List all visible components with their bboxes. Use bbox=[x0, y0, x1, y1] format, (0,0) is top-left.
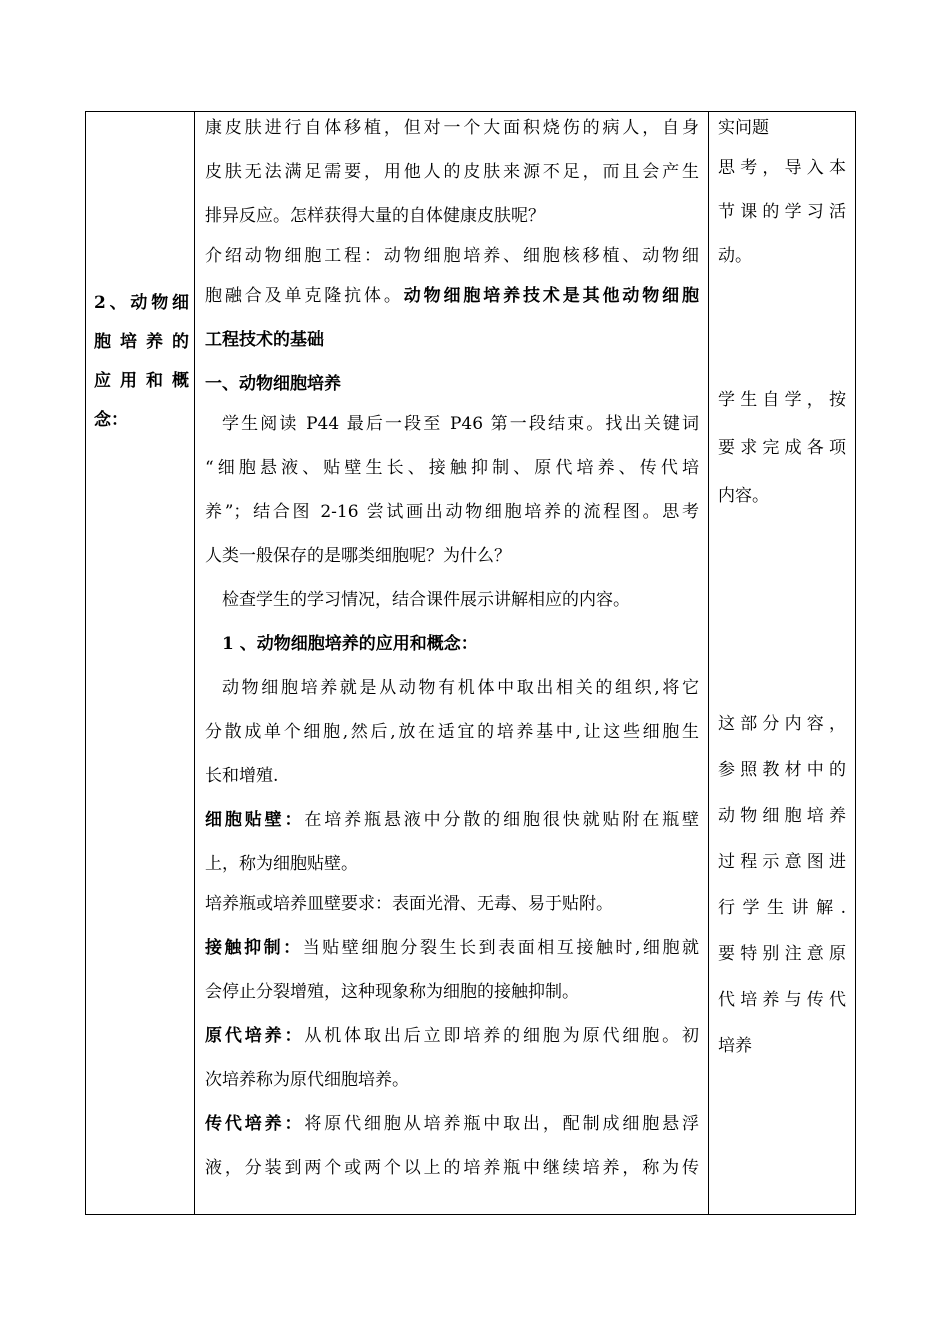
content-line: 培养瓶或培养皿壁要求：表面光滑、无毒、易于贴附。 bbox=[205, 894, 613, 914]
activity-line: 行学生讲解. bbox=[718, 898, 846, 918]
student-activity bbox=[718, 114, 846, 1076]
activity-line: 思考，导入本 bbox=[718, 158, 846, 178]
activity-line: 参照教材中的 bbox=[718, 760, 846, 780]
content-line: 皮肤无法满足需要，用他人的皮肤来源不足，而且会产生 bbox=[205, 162, 699, 182]
content-line: 养”；结合图 2-16 尝试画出动物细胞培养的流程图。思考 bbox=[205, 502, 699, 522]
content-line: “细胞悬液、贴壁生长、接触抑制、原代培养、传代培 bbox=[205, 458, 699, 478]
activity-line: 要求完成各项 bbox=[718, 438, 846, 458]
term-label: 细胞贴壁： bbox=[205, 810, 305, 830]
column-divider bbox=[194, 112, 195, 1214]
activity-line: 节课的学习活 bbox=[718, 202, 846, 222]
content-text: 胞融合及单克隆抗体。 bbox=[205, 286, 404, 306]
lesson-table bbox=[85, 111, 856, 1215]
content-line bbox=[205, 282, 699, 326]
content-text: 将原代细胞从培养瓶中取出，配制成细胞悬浮 bbox=[304, 1114, 699, 1134]
content-text: 在培养瓶悬液中分散的细胞很快就贴附在瓶壁 bbox=[304, 810, 699, 830]
content-line: 人类一般保存的是哪类细胞呢？为什么？ bbox=[205, 546, 511, 566]
activity-line: 培养 bbox=[718, 1036, 752, 1056]
content-line bbox=[205, 1022, 699, 1066]
content-line: 介绍动物细胞工程：动物细胞培养、细胞核移植、动物细 bbox=[205, 246, 699, 266]
section-title bbox=[94, 284, 189, 440]
content-line: 康皮肤进行自体移植，但对一个大面积烧伤的病人，自身 bbox=[205, 118, 699, 138]
content-line: 分散成单个细胞,然后,放在适宜的培养基中,让这些细胞生 bbox=[205, 722, 699, 742]
content-line: 检查学生的学习情况，结合课件展示讲解相应的内容。 bbox=[222, 590, 630, 610]
content-line: 排异反应。怎样获得大量的自体健康皮肤呢？ bbox=[205, 206, 545, 226]
content-line: 会停止分裂增殖，这种现象称为细胞的接触抑制。 bbox=[205, 982, 579, 1002]
activity-line: 要特别注意原 bbox=[718, 944, 846, 964]
content-line: 次培养称为原代细胞培养。 bbox=[205, 1070, 409, 1090]
activity-line: 内容。 bbox=[718, 486, 769, 506]
section-title-line: 2、动物细 bbox=[94, 293, 189, 313]
activity-line: 实问题 bbox=[718, 118, 769, 138]
term-label: 接触抑制： bbox=[205, 938, 303, 958]
section-title-line: 念： bbox=[94, 410, 128, 430]
activity-line: 动物细胞培养 bbox=[718, 806, 846, 826]
key-statement: 工程技术的基础 bbox=[205, 330, 324, 350]
section-title-line: 胞培养的 bbox=[94, 332, 189, 352]
activity-line: 代培养与传代 bbox=[718, 990, 846, 1010]
content-line bbox=[205, 1110, 699, 1154]
content-line: 动物细胞培养就是从动物有机体中取出相关的组织,将它 bbox=[222, 678, 699, 698]
heading-animal-cell-culture: 一、动物细胞培养 bbox=[205, 374, 341, 394]
content-line bbox=[205, 934, 699, 978]
content-line: 液，分装到两个或两个以上的培养瓶中继续培养，称为传 bbox=[205, 1158, 699, 1178]
column-divider bbox=[708, 112, 709, 1214]
content-line: 上，称为细胞贴壁。 bbox=[205, 854, 358, 874]
key-statement: 动物细胞培养技术是其他动物细胞 bbox=[403, 286, 699, 306]
section-title-line: 应用和概 bbox=[94, 371, 189, 391]
activity-line: 学生自学，按 bbox=[718, 390, 846, 410]
activity-line: 动。 bbox=[718, 246, 752, 266]
activity-line: 过程示意图进 bbox=[718, 852, 846, 872]
content-text: 当贴壁细胞分裂生长到表面相互接触时,细胞就 bbox=[302, 938, 699, 958]
teaching-content bbox=[205, 114, 699, 1198]
content-line bbox=[205, 806, 699, 850]
subheading-application-concept: 1 、动物细胞培养的应用和概念： bbox=[222, 634, 478, 654]
content-text: 从机体取出后立即培养的细胞为原代细胞。初 bbox=[304, 1026, 699, 1046]
content-line: 长和增殖. bbox=[205, 766, 279, 786]
term-label: 传代培养： bbox=[205, 1114, 305, 1134]
content-line: 学生阅读 P44 最后一段至 P46 第一段结束。找出关键词 bbox=[222, 414, 699, 434]
term-label: 原代培养： bbox=[205, 1026, 305, 1046]
activity-line: 这部分内容， bbox=[718, 714, 846, 734]
